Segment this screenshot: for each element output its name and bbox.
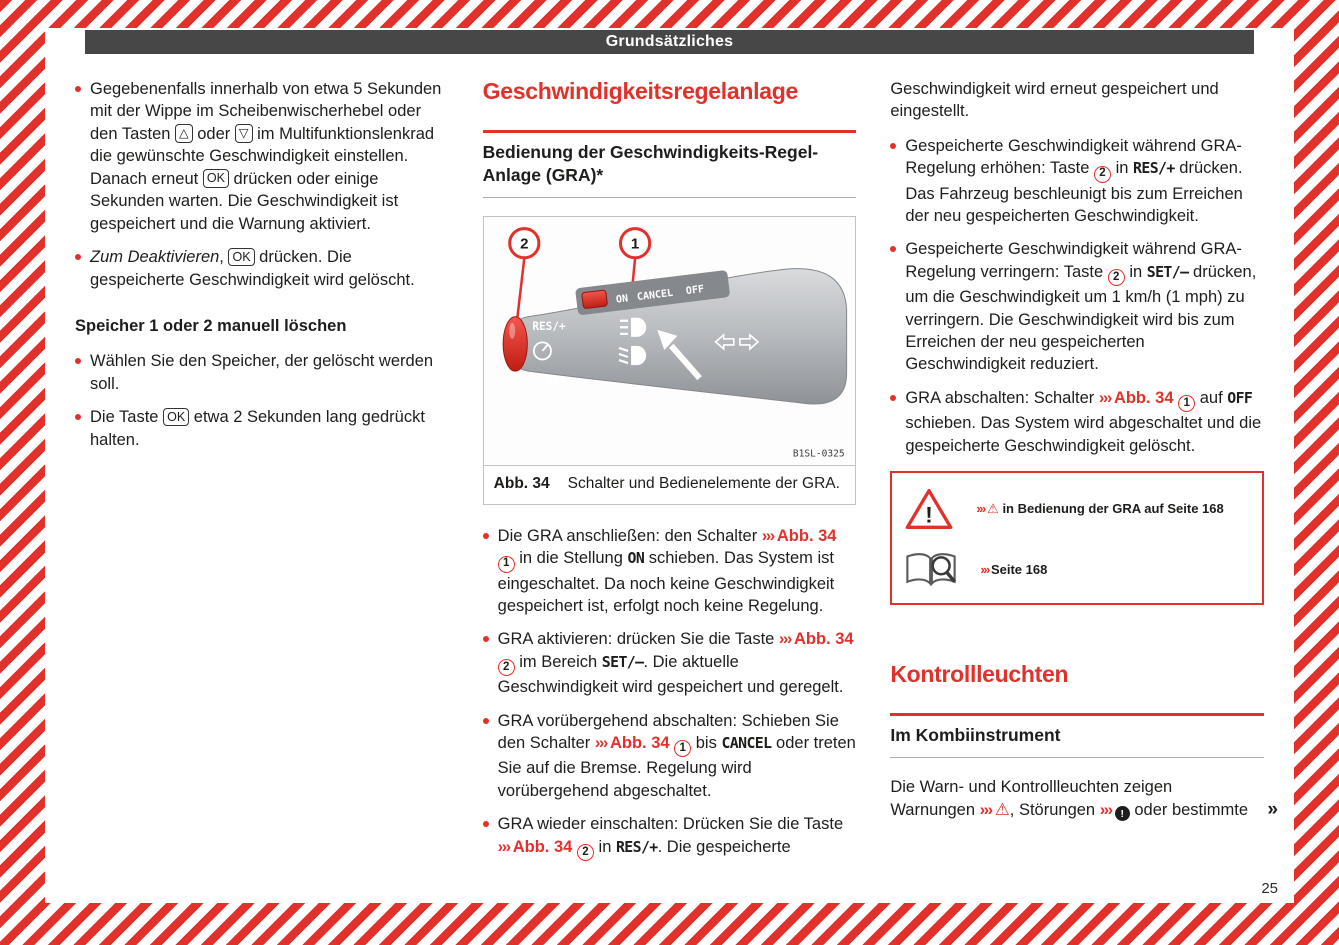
label-on: ON <box>627 549 645 568</box>
bullet-marker <box>75 358 81 364</box>
paragraph <box>905 387 1264 457</box>
up-arrow-key: △ <box>175 124 193 142</box>
ok-key: OK <box>203 169 229 187</box>
bullet-item <box>75 78 449 235</box>
warning-box <box>890 471 1264 605</box>
paragraph <box>90 246 449 291</box>
reference-arrows: ››› <box>976 501 987 517</box>
text-segment-t: Wählen Sie den Speicher, der gelöscht werden soll. <box>90 352 434 393</box>
reference-arrows: ››› <box>979 800 995 819</box>
bullet-marker <box>890 395 896 401</box>
subsection-im-kombiinstrument: Im Kombiinstrument <box>890 713 1264 758</box>
text-segment-t: GRA wieder einschalten: Drücken Sie die Taste <box>497 815 844 834</box>
text-segment-t: im Bereich <box>514 652 602 671</box>
fog-light-icon <box>619 346 646 365</box>
switch-label-off: OFF <box>684 283 705 298</box>
stalk-label-res: RES/+ <box>532 319 566 333</box>
figure-caption-label: Abb. 34 <box>493 474 550 492</box>
text-segment-t: , Störungen <box>1009 800 1100 819</box>
bullet-item <box>890 387 1264 457</box>
text-segment-i: Zum Deaktivieren <box>90 248 220 267</box>
text-segment-t: in <box>1111 159 1134 178</box>
paragraph <box>890 776 1260 821</box>
bullet-item <box>483 525 857 618</box>
text-segment-t: Die Warn- und Kontrollleuchten zeigen Warnungen <box>890 778 1173 819</box>
paragraph <box>905 135 1264 228</box>
text-segment-t: etwa 2 Sekunden lang gedrückt halten. <box>90 408 425 449</box>
bullet-item <box>75 246 449 291</box>
warning-triangle-icon <box>904 487 954 531</box>
manual-reference-text <box>980 561 1047 579</box>
text-segment-t: Gespeicherte Geschwindigkeit während GRA-Regelung verringern: Taste <box>905 240 1242 281</box>
bullet-marker <box>483 718 489 724</box>
text-segment-t: schieben. Das System ist eingeschaltet. Da noch keine Geschwindigkeit gespeichert ist, erfolgt noch keine Regelung. <box>497 549 835 615</box>
manual-page <box>45 28 1294 903</box>
reference-arrows: ››› <box>1099 800 1115 819</box>
reference-arrows: ››› <box>761 526 777 545</box>
text-segment-t: bis <box>691 733 722 752</box>
callout-2 <box>509 229 538 258</box>
subheading-speicher-loeschen: Speicher 1 oder 2 manuell löschen <box>75 316 347 335</box>
gra-rocker-button <box>503 317 527 371</box>
label-res: RES/+ <box>615 837 658 856</box>
text-segment-t: drücken. Die gespeicherte Geschwindigkeit wird gelöscht. <box>90 248 415 289</box>
page-number: 25 <box>1261 880 1278 897</box>
warning-reference-text <box>976 500 1223 518</box>
section-title-geschwindigkeitsregelanlage: Geschwindigkeitsregelanlage <box>482 78 798 104</box>
callout-1-reference: 1 <box>674 740 691 757</box>
left-column <box>75 78 449 875</box>
text-segment-t: oder treten Sie auf die Bremse. Regelung wird vorübergehend abgeschaltet. <box>497 733 856 800</box>
manual-reference-row <box>904 551 1250 589</box>
text-segment-t: auf <box>1195 388 1228 407</box>
right-column <box>890 78 1278 875</box>
paragraph <box>90 406 449 451</box>
bullet-marker <box>75 414 81 420</box>
bullet-marker <box>890 143 896 149</box>
figure-reference: Abb. 34 <box>776 526 837 545</box>
reference-arrows: ››› <box>497 837 513 856</box>
figure-reference: Abb. 34 <box>794 630 854 649</box>
text-segment-t: Geschwindigkeit wird erneut gespeichert und eingestellt. <box>890 80 1219 121</box>
text-segment-t: . Die aktuelle Geschwindigkeit wird gespeichert und geregelt. <box>497 652 844 697</box>
bullet-marker <box>483 636 489 642</box>
button-highlight <box>509 323 515 339</box>
low-beam-icon <box>620 318 646 337</box>
text-segment-t: . Die gespeicherte <box>657 837 791 856</box>
text-segment-t: GRA abschalten: Schalter <box>905 388 1099 407</box>
text-segment-t: in die Stellung <box>514 549 628 568</box>
bullet-marker <box>75 86 81 92</box>
paragraph-with-continuation <box>890 776 1278 821</box>
figure-abb-34 <box>483 216 857 505</box>
figure-caption-text: Schalter und Bedienelemente der GRA. <box>567 474 840 492</box>
bullet-marker <box>75 254 81 260</box>
warning-reference-row <box>904 487 1250 531</box>
gra-slider-switch <box>581 290 607 309</box>
continuation-marker: » <box>1267 798 1278 820</box>
label-off: OFF <box>1227 388 1253 407</box>
stalk-label-set: SET/– <box>546 376 580 390</box>
page-header-title: Grundsätzliches <box>605 33 734 50</box>
book-magnifier-icon <box>904 551 958 589</box>
middle-column <box>483 78 857 875</box>
text-segment-t: oder <box>192 124 235 143</box>
label-set: SET/– <box>1146 262 1189 281</box>
label-set: SET/– <box>601 652 644 671</box>
label-res: RES/+ <box>1133 159 1175 178</box>
text-segment-t: Die GRA anschließen: den Schalter <box>497 526 762 545</box>
text-segment-t: drücken. Das Fahrzeug beschleunigt bis zum Erreichen der neu gespeicherten Geschwindigkeit. <box>905 159 1243 225</box>
text-segment-t: Gespeicherte Geschwindigkeit während GRA-Regelung erhöhen: Taste <box>905 136 1242 178</box>
stalk-illustration <box>484 217 856 466</box>
ok-key: OK <box>163 408 189 426</box>
callout-2-reference: 2 <box>577 844 594 861</box>
fault-symbol: ! <box>1115 806 1130 821</box>
paragraph <box>90 350 449 395</box>
callout-2-reference: 2 <box>1094 166 1111 183</box>
text-segment-t: GRA vorübergehend abschalten: Schieben Sie den Schalter <box>497 711 839 752</box>
text-segment-t: in <box>1124 262 1147 281</box>
paragraph <box>498 710 857 803</box>
svg-text:!: ! <box>925 502 934 528</box>
text-segment-t: in <box>593 837 616 856</box>
paragraph <box>498 628 857 698</box>
paragraph <box>498 813 857 861</box>
text-segment-t: Gegebenenfalls innerhalb von etwa 5 Sekunden mit der Wippe im Scheibenwischerhebel oder den Tasten <box>90 80 442 143</box>
warning-symbol: ⚠ <box>994 799 1010 819</box>
figure-reference: Abb. 34 <box>512 837 573 856</box>
bullet-item <box>75 406 449 451</box>
reference-arrows: ››› <box>1098 388 1114 407</box>
section-title-kontrollleuchten: Kontrollleuchten <box>890 661 1069 687</box>
bullet-item <box>75 350 449 395</box>
text-segment-t: GRA aktivieren: drücken Sie die Taste <box>497 630 779 649</box>
control-stalk-drawing <box>484 217 856 465</box>
paragraph <box>90 78 449 235</box>
down-arrow-key: ▽ <box>235 124 253 142</box>
bullet-item <box>890 238 1264 375</box>
callout-1-reference: 1 <box>1178 395 1195 412</box>
figure-reference: Abb. 34 <box>1113 388 1174 407</box>
paragraph <box>498 525 857 618</box>
bullet-item <box>890 135 1264 228</box>
callout-1-number: 1 <box>630 235 639 253</box>
text-segment-t: im Multifunktionslenkrad die gewünschte Geschwindigkeit einstellen. Danach erneut <box>90 124 435 188</box>
bullet-marker <box>483 533 489 539</box>
text-segment-t: drücken, um die Geschwindigkeit um 1 km/h (1 mph) zu verringern. Die Geschwindigkeit wird bis zum Erreichen der neu gespeicherten Geschwindigkeit reduziert. <box>905 262 1257 374</box>
bullet-marker <box>483 821 489 827</box>
page-header <box>85 30 1254 54</box>
label-cancel: CANCEL <box>721 733 772 752</box>
ok-key: OK <box>228 248 254 266</box>
subsection-bedienung-gra: Bedienung der Geschwindigkeits-Regel-Anlage (GRA)* <box>483 130 857 198</box>
figure-caption <box>484 466 856 504</box>
bullet-item <box>483 813 857 861</box>
image-code: B1SL-0325 <box>792 448 845 460</box>
switch-label-cancel: CANCEL <box>636 287 674 304</box>
callout-1-reference: 1 <box>498 556 515 573</box>
text-segment-t: schieben. Das System wird abgeschaltet und die gespeicherte Geschwindigkeit gelöscht. <box>905 414 1262 455</box>
text-segment-t: drücken oder einige Sekunden warten. Die Geschwindigkeit ist gespeichert und die Warnung aktiviert. <box>90 169 399 233</box>
text-segment-b: Seite 168 <box>990 562 1048 578</box>
callout-2-reference: 2 <box>498 659 515 676</box>
reference-arrows: ››› <box>778 630 794 649</box>
text-segment-t: , <box>219 248 229 267</box>
text-segment-t: oder bestimmte <box>1129 800 1249 819</box>
figure-reference: Abb. 34 <box>609 733 670 752</box>
paragraph <box>905 238 1264 375</box>
bullet-item <box>483 628 857 698</box>
reference-arrows: ››› <box>594 733 610 752</box>
bullet-item <box>483 710 857 803</box>
text-segment-b: in Bedienung der GRA auf Seite 168 <box>998 501 1224 517</box>
warning-symbol: ⚠ <box>986 501 999 517</box>
reference-arrows: ››› <box>980 562 991 578</box>
switch-label-on: ON <box>615 293 629 306</box>
callout-2-reference: 2 <box>1108 269 1125 286</box>
page-content <box>45 54 1294 903</box>
bullet-marker <box>890 246 896 252</box>
callout-1 <box>620 229 649 258</box>
callout-2-number: 2 <box>519 235 529 253</box>
text-segment-t: Die Taste <box>90 408 164 427</box>
continuation-paragraph <box>890 78 1264 123</box>
